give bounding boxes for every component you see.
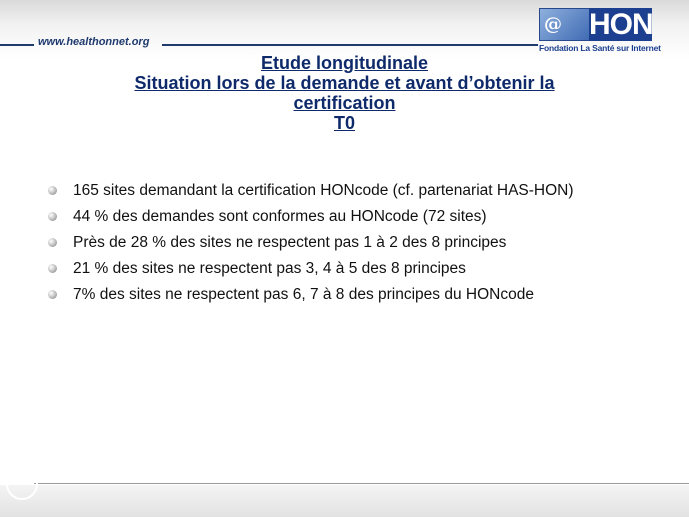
bullet-text: 7% des sites ne respectent pas 6, 7 à 8 des principes du HONcode bbox=[73, 286, 534, 303]
title-line-3: certification bbox=[293, 93, 396, 113]
bullet-icon bbox=[48, 186, 57, 195]
at-icon: @ bbox=[539, 8, 591, 41]
hon-logo bbox=[539, 8, 661, 54]
bullet-item bbox=[46, 232, 676, 258]
footer-band bbox=[0, 485, 689, 517]
bullet-item bbox=[46, 284, 676, 310]
slide-title bbox=[40, 53, 649, 133]
bullet-icon bbox=[48, 290, 57, 299]
bullet-text: 21 % des sites ne respectent pas 3, 4 à 5 des 8 principes bbox=[73, 260, 466, 277]
bullet-icon bbox=[48, 212, 57, 221]
title-line-1: Etude longitudinale bbox=[261, 53, 428, 73]
hon-logo-text: HON bbox=[589, 8, 653, 41]
header-line-left bbox=[0, 44, 34, 46]
bullet-list bbox=[46, 180, 676, 310]
header-line-right bbox=[162, 44, 538, 46]
hon-logo-caption: Fondation La Santé sur Internet bbox=[539, 43, 661, 53]
bullet-icon bbox=[48, 264, 57, 273]
bullet-item bbox=[46, 206, 676, 232]
hon-logo-mark bbox=[539, 8, 652, 41]
title-line-2: Situation lors de la demande et avant d’obtenir la bbox=[134, 73, 555, 93]
bullet-text: Près de 28 % des sites ne respectent pas 1 à 2 des 8 principes bbox=[73, 234, 507, 251]
bullet-item bbox=[46, 258, 676, 284]
bullet-text: 165 sites demandant la certification HONcode (cf. partenariat HAS-HON) bbox=[73, 182, 574, 199]
bullet-icon bbox=[48, 238, 57, 247]
title-line-4: T0 bbox=[333, 113, 355, 133]
corner-circle-icon bbox=[6, 468, 38, 500]
site-url: www.healthonnet.org bbox=[38, 36, 150, 48]
bullet-item bbox=[46, 180, 676, 206]
bullet-text: 44 % des demandes sont conformes au HONcode (72 sites) bbox=[73, 208, 487, 225]
footer-line bbox=[34, 483, 689, 484]
